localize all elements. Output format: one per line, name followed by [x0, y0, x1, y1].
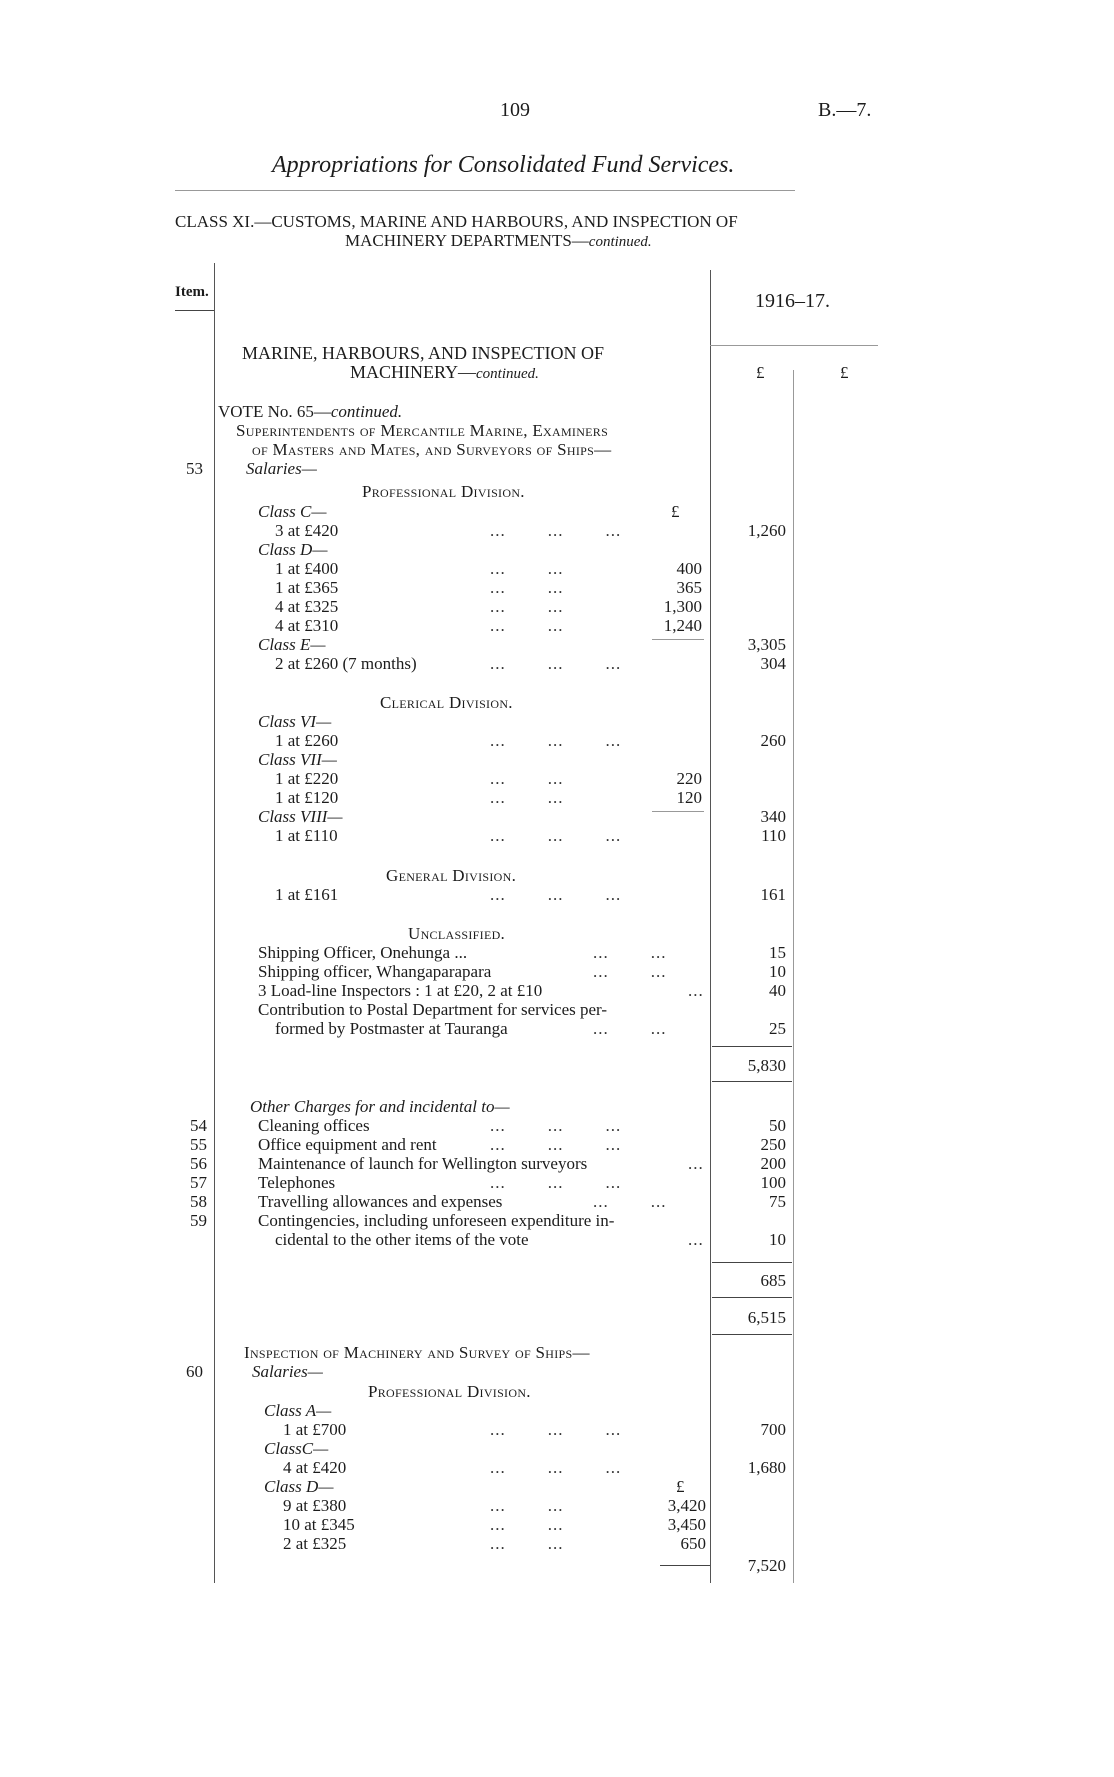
salaries-total-rule-bottom — [712, 1081, 792, 1082]
other-charge-58-label: Travelling allowances and expenses — [258, 1192, 503, 1211]
inspection-class-a-label: Class A— — [264, 1401, 332, 1420]
inspection-class-d-row-1-leaders: ... ... — [490, 1496, 564, 1515]
general-row-1-label: 1 at £161 — [275, 885, 339, 904]
pound-header-1: £ — [756, 363, 765, 382]
class-vii-row-2-label: 1 at £120 — [275, 788, 339, 807]
total-column-rule — [793, 370, 794, 1583]
inspection-class-d-row-3-amount: 650 — [680, 1534, 706, 1553]
class-vi-row-1-label: 1 at £260 — [275, 731, 339, 750]
class-d-row-1-amount: 400 — [676, 559, 702, 578]
other-charge-56-total: 200 — [760, 1154, 786, 1173]
group-total-rule-bottom — [712, 1334, 792, 1335]
item-number-56: 56 — [190, 1154, 207, 1173]
inspection-class-a-row-1-leaders: ... ... ... — [490, 1420, 622, 1439]
unclassified-heading: Unclassified. — [408, 924, 506, 943]
unclassified-row-3-label: 3 Load-line Inspectors : 1 at £20, 2 at £10 — [258, 981, 543, 1000]
item-column-header: Item. — [175, 284, 209, 300]
inspection-salaries-label: Salaries— — [252, 1362, 323, 1381]
unclassified-row-1-leaders: ... ... — [593, 943, 667, 962]
unclassified-row-4-leaders: ... ... — [593, 1019, 667, 1038]
item-number-60: 60 — [186, 1362, 203, 1381]
item-header-underline — [175, 310, 214, 311]
class-viii-row-1-label: 1 at £110 — [275, 826, 338, 845]
class-vii-row-2-leaders: ... ... — [490, 788, 564, 807]
other-charge-56-leaders: ... — [688, 1154, 704, 1173]
sub-heading-line2: of Masters and Mates, and Surveyors of Ships— — [252, 440, 612, 459]
class-c-row-1-total: 1,260 — [747, 521, 786, 540]
class-d-row-1-label: 1 at £400 — [275, 559, 339, 578]
inspection-class-d-subtotal-rule — [660, 1565, 710, 1566]
class-c-label: Class C— — [258, 502, 327, 521]
inspection-class-c-row-1-leaders: ... ... ... — [490, 1458, 622, 1477]
other-charges-total-rule-top — [712, 1262, 792, 1263]
class-e-label: Class E— — [258, 635, 326, 654]
column-header-rule — [710, 345, 878, 346]
other-charge-54-total: 50 — [769, 1116, 786, 1135]
sub-heading-line1: Superintendents of Mercantile Marine, Examiners — [236, 421, 609, 440]
pound-header-2: £ — [840, 363, 849, 382]
other-charges-heading: Other Charges for and incidental to— — [250, 1097, 510, 1116]
running-title: Appropriations for Consolidated Fund Services. — [272, 152, 735, 178]
year-column-header: 1916–17. — [755, 290, 830, 312]
other-charge-59-line2: cidental to the other items of the vote — [275, 1230, 529, 1249]
section-heading-continued: continued. — [476, 366, 539, 382]
class-vii-row-1-leaders: ... ... — [490, 769, 564, 788]
class-d-label: Class D— — [258, 540, 328, 559]
other-charge-58-total: 75 — [769, 1192, 786, 1211]
class-viii-row-1-leaders: ... ... ... — [490, 826, 622, 845]
class-vii-label: Class VII— — [258, 750, 337, 769]
unclassified-row-4-line2: formed by Postmaster at Tauranga — [275, 1019, 508, 1038]
inspection-class-d-label: Class D— — [264, 1477, 334, 1496]
unclassified-row-1-label: Shipping Officer, Onehunga ... — [258, 943, 468, 962]
other-charge-56-label: Maintenance of launch for Wellington surveyors — [258, 1154, 588, 1173]
inspection-class-d-row-1-amount: 3,420 — [667, 1496, 706, 1515]
other-charges-total: 685 — [760, 1271, 786, 1290]
class-d-row-3-leaders: ... ... — [490, 597, 564, 616]
page-number: 109 — [500, 99, 530, 121]
inspection-class-d-total: 7,520 — [747, 1556, 786, 1575]
class-e-row-1-label: 2 at £260 (7 months) — [275, 654, 417, 673]
other-charge-54-leaders: ... ... ... — [490, 1116, 622, 1135]
class-d-row-2-leaders: ... ... — [490, 578, 564, 597]
inspection-professional-heading: Professional Division. — [368, 1382, 531, 1401]
class-vii-total: 340 — [760, 807, 786, 826]
unclassified-row-2-label: Shipping officer, Whangaparapara — [258, 962, 492, 981]
inspection-class-c-row-1-total: 1,680 — [747, 1458, 786, 1477]
group-total: 6,515 — [747, 1308, 786, 1327]
section-heading-line2 — [350, 363, 539, 384]
class-d-row-2-label: 1 at £365 — [275, 578, 339, 597]
vote-main: VOTE No. 65— — [218, 402, 331, 421]
inspection-heading: Inspection of Machinery and Survey of Ships— — [244, 1343, 590, 1362]
item-number-54: 54 — [190, 1116, 207, 1135]
class-c-row-1-leaders: ... ... ... — [490, 521, 622, 540]
unclassified-row-2-total: 10 — [769, 962, 786, 981]
class-vii-row-1-label: 1 at £220 — [275, 769, 339, 788]
class-vii-row-2-amount: 120 — [676, 788, 702, 807]
item-number-58: 58 — [190, 1192, 207, 1211]
class-e-row-1-leaders: ... ... ... — [490, 654, 622, 673]
section-heading-main: MACHINERY— — [350, 362, 477, 382]
class-vi-row-1-total: 260 — [760, 731, 786, 750]
unclassified-row-4-line1: Contribution to Postal Department for services per- — [258, 1000, 608, 1019]
general-row-1-leaders: ... ... ... — [490, 885, 622, 904]
general-row-1-total: 161 — [760, 885, 786, 904]
class-vi-label: Class VI— — [258, 712, 332, 731]
class-heading-line2 — [345, 231, 652, 252]
other-charge-59-total: 10 — [769, 1230, 786, 1249]
unclassified-row-2-leaders: ... ... — [593, 962, 667, 981]
class-viii-row-1-total: 110 — [761, 826, 786, 845]
class-d-total: 3,305 — [747, 635, 786, 654]
class-e-row-1-total: 304 — [760, 654, 786, 673]
other-charges-total-rule-bottom — [712, 1297, 792, 1298]
unclassified-row-4-total: 25 — [769, 1019, 786, 1038]
other-charge-59-leaders: ... — [688, 1230, 704, 1249]
inspection-class-c-row-1-label: 4 at £420 — [283, 1458, 347, 1477]
header-rule — [175, 190, 795, 191]
unclassified-row-3-total: 40 — [769, 981, 786, 1000]
amount-column-rule — [710, 270, 711, 1583]
inspection-class-a-row-1-label: 1 at £700 — [283, 1420, 347, 1439]
inspection-class-d-row-2-leaders: ... ... — [490, 1515, 564, 1534]
class-d-subtotal-rule — [652, 639, 704, 640]
item-column-rule — [214, 263, 215, 1583]
class-vii-subtotal-rule — [652, 811, 704, 812]
other-charge-55-leaders: ... ... ... — [490, 1135, 622, 1154]
professional-division-heading: Professional Division. — [362, 482, 525, 501]
salaries-total-rule-top — [712, 1046, 792, 1047]
document-code: B.—7. — [818, 99, 872, 121]
inspection-class-c-label: ClassC— — [264, 1439, 329, 1458]
salaries-total: 5,830 — [747, 1056, 786, 1075]
item-number-59: 59 — [190, 1211, 207, 1230]
item-number-57: 57 — [190, 1173, 207, 1192]
inspection-pound-symbol: £ — [676, 1477, 685, 1496]
item-number-55: 55 — [190, 1135, 207, 1154]
other-charge-55-label: Office equipment and rent — [258, 1135, 437, 1154]
class-heading-main: MACHINERY DEPARTMENTS— — [345, 231, 589, 250]
class-viii-label: Class VIII— — [258, 807, 343, 826]
class-d-row-3-label: 4 at £325 — [275, 597, 339, 616]
other-charge-58-leaders: ... ... — [593, 1192, 667, 1211]
class-heading-continued: continued. — [588, 234, 652, 250]
class-c-row-1-label: 3 at £420 — [275, 521, 339, 540]
class-d-row-3-amount: 1,300 — [663, 597, 702, 616]
inspection-class-d-row-2-amount: 3,450 — [667, 1515, 706, 1534]
vote-heading — [218, 402, 402, 421]
inspection-class-d-row-1-label: 9 at £380 — [283, 1496, 347, 1515]
class-heading-line1: CLASS XI.—CUSTOMS, MARINE AND HARBOURS, AND INSPECTION OF — [175, 212, 738, 231]
other-charge-54-label: Cleaning offices — [258, 1116, 370, 1135]
class-vi-row-1-leaders: ... ... ... — [490, 731, 622, 750]
inner-pound-symbol: £ — [671, 502, 680, 521]
clerical-division-heading: Clerical Division. — [380, 693, 513, 712]
unclassified-row-1-total: 15 — [769, 943, 786, 962]
other-charge-57-total: 100 — [760, 1173, 786, 1192]
salaries-label: Salaries— — [246, 459, 317, 478]
class-d-row-4-leaders: ... ... — [490, 616, 564, 635]
class-d-row-1-leaders: ... ... — [490, 559, 564, 578]
section-heading-line1: MARINE, HARBOURS, AND INSPECTION OF — [242, 343, 605, 363]
other-charge-57-label: Telephones — [258, 1173, 336, 1192]
other-charge-55-total: 250 — [760, 1135, 786, 1154]
other-charge-59-line1: Contingencies, including unforeseen expenditure in- — [258, 1211, 615, 1230]
class-d-row-4-label: 4 at £310 — [275, 616, 339, 635]
unclassified-row-3-leaders: ... — [688, 981, 704, 1000]
class-vii-row-1-amount: 220 — [676, 769, 702, 788]
class-d-row-2-amount: 365 — [676, 578, 702, 597]
inspection-class-a-row-1-total: 700 — [760, 1420, 786, 1439]
vote-continued: continued. — [330, 402, 403, 421]
other-charge-57-leaders: ... ... ... — [490, 1173, 622, 1192]
class-d-row-4-amount: 1,240 — [663, 616, 702, 635]
inspection-class-d-row-2-label: 10 at £345 — [283, 1515, 355, 1534]
inspection-class-d-row-3-leaders: ... ... — [490, 1534, 564, 1553]
inspection-class-d-row-3-label: 2 at £325 — [283, 1534, 347, 1553]
item-number-53: 53 — [186, 459, 203, 478]
general-division-heading: General Division. — [386, 866, 517, 885]
